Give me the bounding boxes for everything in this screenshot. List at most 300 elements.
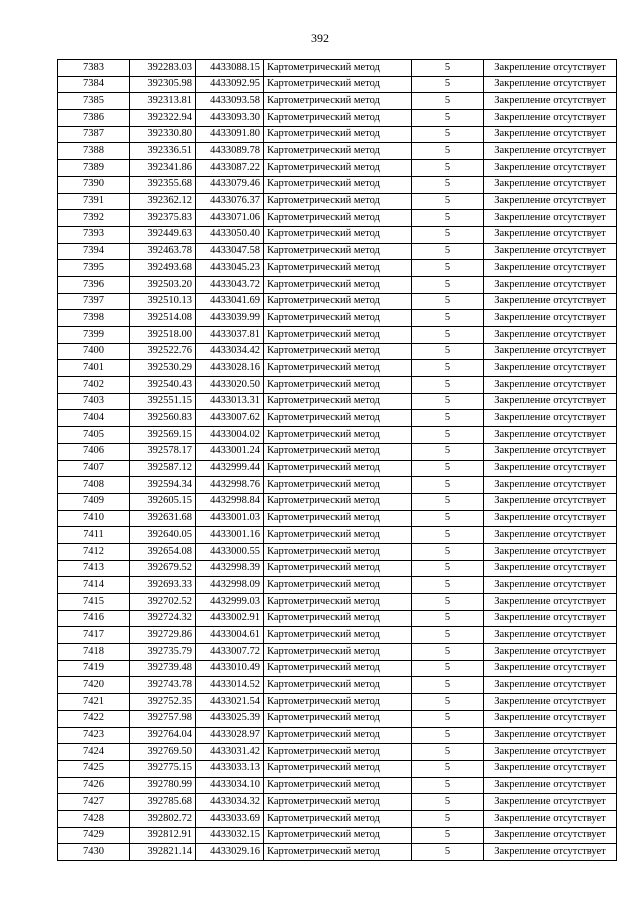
method-cell: Картометрический метод [264, 76, 412, 93]
y-coordinate-cell: 4432998.39 [196, 560, 264, 577]
fixing-cell: Закрепление отсутствует [484, 510, 617, 527]
method-cell: Картометрический метод [264, 560, 412, 577]
x-coordinate-cell: 392578.17 [130, 443, 196, 460]
fixing-cell: Закрепление отсутствует [484, 594, 617, 611]
method-cell: Картометрический метод [264, 193, 412, 210]
table-row [58, 443, 617, 460]
point-number-cell: 7387 [58, 126, 130, 143]
accuracy-cell: 5 [412, 110, 484, 127]
method-cell: Картометрический метод [264, 226, 412, 243]
x-coordinate-cell: 392654.08 [130, 543, 196, 560]
point-number-cell: 7407 [58, 460, 130, 477]
fixing-cell: Закрепление отсутствует [484, 760, 617, 777]
point-number-cell: 7409 [58, 493, 130, 510]
y-coordinate-cell: 4433093.58 [196, 93, 264, 110]
point-number-cell: 7393 [58, 226, 130, 243]
point-number-cell: 7428 [58, 810, 130, 827]
accuracy-cell: 5 [412, 627, 484, 644]
point-number-cell: 7397 [58, 293, 130, 310]
fixing-cell: Закрепление отсутствует [484, 226, 617, 243]
y-coordinate-cell: 4432998.09 [196, 577, 264, 594]
x-coordinate-cell: 392551.15 [130, 393, 196, 410]
method-cell: Картометрический метод [264, 543, 412, 560]
y-coordinate-cell: 4433088.15 [196, 60, 264, 77]
method-cell: Картометрический метод [264, 243, 412, 260]
table-row [58, 460, 617, 477]
y-coordinate-cell: 4432998.84 [196, 493, 264, 510]
x-coordinate-cell: 392522.76 [130, 343, 196, 360]
x-coordinate-cell: 392693.33 [130, 577, 196, 594]
fixing-cell: Закрепление отсутствует [484, 243, 617, 260]
point-number-cell: 7429 [58, 827, 130, 844]
fixing-cell: Закрепление отсутствует [484, 727, 617, 744]
table-row [58, 377, 617, 394]
accuracy-cell: 5 [412, 577, 484, 594]
fixing-cell: Закрепление отсутствует [484, 76, 617, 93]
table-row [58, 210, 617, 227]
y-coordinate-cell: 4433047.58 [196, 243, 264, 260]
point-number-cell: 7396 [58, 276, 130, 293]
method-cell: Картометрический метод [264, 777, 412, 794]
y-coordinate-cell: 4432998.76 [196, 477, 264, 494]
accuracy-cell: 5 [412, 143, 484, 160]
point-number-cell: 7406 [58, 443, 130, 460]
y-coordinate-cell: 4433037.81 [196, 327, 264, 344]
x-coordinate-cell: 392560.83 [130, 410, 196, 427]
point-number-cell: 7425 [58, 760, 130, 777]
method-cell: Картометрический метод [264, 710, 412, 727]
accuracy-cell: 5 [412, 644, 484, 661]
point-number-cell: 7419 [58, 660, 130, 677]
x-coordinate-cell: 392735.79 [130, 644, 196, 661]
fixing-cell: Закрепление отсутствует [484, 310, 617, 327]
table-row [58, 844, 617, 861]
page-number: 392 [311, 31, 329, 45]
table-row [58, 427, 617, 444]
point-number-cell: 7394 [58, 243, 130, 260]
x-coordinate-cell: 392355.68 [130, 176, 196, 193]
y-coordinate-cell: 4433025.39 [196, 710, 264, 727]
method-cell: Картометрический метод [264, 577, 412, 594]
method-cell: Картометрический метод [264, 276, 412, 293]
table-row [58, 410, 617, 427]
method-cell: Картометрический метод [264, 727, 412, 744]
accuracy-cell: 5 [412, 610, 484, 627]
accuracy-cell: 5 [412, 460, 484, 477]
table-row [58, 810, 617, 827]
accuracy-cell: 5 [412, 76, 484, 93]
y-coordinate-cell: 4433028.97 [196, 727, 264, 744]
method-cell: Картометрический метод [264, 293, 412, 310]
fixing-cell: Закрепление отсутствует [484, 560, 617, 577]
fixing-cell: Закрепление отсутствует [484, 377, 617, 394]
method-cell: Картометрический метод [264, 827, 412, 844]
point-number-cell: 7416 [58, 610, 130, 627]
accuracy-cell: 5 [412, 427, 484, 444]
y-coordinate-cell: 4433014.52 [196, 677, 264, 694]
method-cell: Картометрический метод [264, 110, 412, 127]
x-coordinate-cell: 392514.08 [130, 310, 196, 327]
accuracy-cell: 5 [412, 510, 484, 527]
fixing-cell: Закрепление отсутствует [484, 744, 617, 761]
table-row [58, 794, 617, 811]
y-coordinate-cell: 4433010.49 [196, 660, 264, 677]
accuracy-cell: 5 [412, 710, 484, 727]
accuracy-cell: 5 [412, 393, 484, 410]
x-coordinate-cell: 392679.52 [130, 560, 196, 577]
y-coordinate-cell: 4433001.16 [196, 527, 264, 544]
fixing-cell: Закрепление отсутствует [484, 360, 617, 377]
y-coordinate-cell: 4433029.16 [196, 844, 264, 861]
method-cell: Картометрический метод [264, 393, 412, 410]
coordinates-table-body [58, 60, 617, 861]
x-coordinate-cell: 392780.99 [130, 777, 196, 794]
fixing-cell: Закрепление отсутствует [484, 477, 617, 494]
table-row [58, 93, 617, 110]
y-coordinate-cell: 4433034.32 [196, 794, 264, 811]
accuracy-cell: 5 [412, 660, 484, 677]
method-cell: Картометрический метод [264, 360, 412, 377]
accuracy-cell: 5 [412, 493, 484, 510]
accuracy-cell: 5 [412, 343, 484, 360]
fixing-cell: Закрепление отсутствует [484, 527, 617, 544]
table-row [58, 110, 617, 127]
y-coordinate-cell: 4433050.40 [196, 226, 264, 243]
x-coordinate-cell: 392739.48 [130, 660, 196, 677]
table-row [58, 360, 617, 377]
x-coordinate-cell: 392743.78 [130, 677, 196, 694]
x-coordinate-cell: 392283.03 [130, 60, 196, 77]
point-number-cell: 7426 [58, 777, 130, 794]
fixing-cell: Закрепление отсутствует [484, 443, 617, 460]
accuracy-cell: 5 [412, 226, 484, 243]
table-row [58, 660, 617, 677]
x-coordinate-cell: 392802.72 [130, 810, 196, 827]
fixing-cell: Закрепление отсутствует [484, 810, 617, 827]
method-cell: Картометрический метод [264, 410, 412, 427]
x-coordinate-cell: 392362.12 [130, 193, 196, 210]
point-number-cell: 7404 [58, 410, 130, 427]
method-cell: Картометрический метод [264, 260, 412, 277]
accuracy-cell: 5 [412, 844, 484, 861]
fixing-cell: Закрепление отсутствует [484, 543, 617, 560]
x-coordinate-cell: 392330.80 [130, 126, 196, 143]
y-coordinate-cell: 4433091.80 [196, 126, 264, 143]
table-row [58, 727, 617, 744]
method-cell: Картометрический метод [264, 477, 412, 494]
method-cell: Картометрический метод [264, 126, 412, 143]
accuracy-cell: 5 [412, 193, 484, 210]
accuracy-cell: 5 [412, 727, 484, 744]
y-coordinate-cell: 4433079.46 [196, 176, 264, 193]
fixing-cell: Закрепление отсутствует [484, 660, 617, 677]
method-cell: Картометрический метод [264, 93, 412, 110]
fixing-cell: Закрепление отсутствует [484, 710, 617, 727]
table-row [58, 160, 617, 177]
fixing-cell: Закрепление отсутствует [484, 110, 617, 127]
method-cell: Картометрический метод [264, 694, 412, 711]
x-coordinate-cell: 392322.94 [130, 110, 196, 127]
point-number-cell: 7391 [58, 193, 130, 210]
accuracy-cell: 5 [412, 744, 484, 761]
x-coordinate-cell: 392775.15 [130, 760, 196, 777]
fixing-cell: Закрепление отсутствует [484, 260, 617, 277]
accuracy-cell: 5 [412, 794, 484, 811]
table-row [58, 760, 617, 777]
accuracy-cell: 5 [412, 677, 484, 694]
x-coordinate-cell: 392821.14 [130, 844, 196, 861]
table-row [58, 327, 617, 344]
y-coordinate-cell: 4433071.06 [196, 210, 264, 227]
x-coordinate-cell: 392569.15 [130, 427, 196, 444]
accuracy-cell: 5 [412, 60, 484, 77]
point-number-cell: 7421 [58, 694, 130, 711]
method-cell: Картометрический метод [264, 527, 412, 544]
accuracy-cell: 5 [412, 594, 484, 611]
y-coordinate-cell: 4433001.03 [196, 510, 264, 527]
accuracy-cell: 5 [412, 443, 484, 460]
accuracy-cell: 5 [412, 827, 484, 844]
fixing-cell: Закрепление отсутствует [484, 577, 617, 594]
x-coordinate-cell: 392375.83 [130, 210, 196, 227]
table-row [58, 76, 617, 93]
table-row [58, 527, 617, 544]
x-coordinate-cell: 392341.86 [130, 160, 196, 177]
point-number-cell: 7400 [58, 343, 130, 360]
y-coordinate-cell: 4433092.95 [196, 76, 264, 93]
accuracy-cell: 5 [412, 560, 484, 577]
y-coordinate-cell: 4433093.30 [196, 110, 264, 127]
accuracy-cell: 5 [412, 327, 484, 344]
table-row [58, 577, 617, 594]
y-coordinate-cell: 4432999.44 [196, 460, 264, 477]
table-row [58, 644, 617, 661]
fixing-cell: Закрепление отсутствует [484, 176, 617, 193]
y-coordinate-cell: 4433028.16 [196, 360, 264, 377]
y-coordinate-cell: 4433076.37 [196, 193, 264, 210]
accuracy-cell: 5 [412, 210, 484, 227]
method-cell: Картометрический метод [264, 677, 412, 694]
x-coordinate-cell: 392463.78 [130, 243, 196, 260]
method-cell: Картометрический метод [264, 327, 412, 344]
accuracy-cell: 5 [412, 260, 484, 277]
accuracy-cell: 5 [412, 477, 484, 494]
y-coordinate-cell: 4433043.72 [196, 276, 264, 293]
accuracy-cell: 5 [412, 93, 484, 110]
x-coordinate-cell: 392336.51 [130, 143, 196, 160]
table-row [58, 310, 617, 327]
y-coordinate-cell: 4433033.13 [196, 760, 264, 777]
x-coordinate-cell: 392503.20 [130, 276, 196, 293]
fixing-cell: Закрепление отсутствует [484, 327, 617, 344]
fixing-cell: Закрепление отсутствует [484, 143, 617, 160]
method-cell: Картометрический метод [264, 644, 412, 661]
accuracy-cell: 5 [412, 243, 484, 260]
table-row [58, 126, 617, 143]
y-coordinate-cell: 4433013.31 [196, 393, 264, 410]
fixing-cell: Закрепление отсутствует [484, 160, 617, 177]
y-coordinate-cell: 4432999.03 [196, 594, 264, 611]
table-row [58, 827, 617, 844]
fixing-cell: Закрепление отсутствует [484, 694, 617, 711]
x-coordinate-cell: 392729.86 [130, 627, 196, 644]
fixing-cell: Закрепление отсутствует [484, 193, 617, 210]
y-coordinate-cell: 4433004.61 [196, 627, 264, 644]
coordinates-table [57, 59, 617, 861]
y-coordinate-cell: 4433034.10 [196, 777, 264, 794]
x-coordinate-cell: 392510.13 [130, 293, 196, 310]
fixing-cell: Закрепление отсутствует [484, 493, 617, 510]
accuracy-cell: 5 [412, 543, 484, 560]
method-cell: Картометрический метод [264, 427, 412, 444]
x-coordinate-cell: 392518.00 [130, 327, 196, 344]
point-number-cell: 7386 [58, 110, 130, 127]
y-coordinate-cell: 4433033.69 [196, 810, 264, 827]
y-coordinate-cell: 4433004.02 [196, 427, 264, 444]
point-number-cell: 7395 [58, 260, 130, 277]
y-coordinate-cell: 4433007.72 [196, 644, 264, 661]
accuracy-cell: 5 [412, 410, 484, 427]
accuracy-cell: 5 [412, 760, 484, 777]
point-number-cell: 7405 [58, 427, 130, 444]
y-coordinate-cell: 4433020.50 [196, 377, 264, 394]
fixing-cell: Закрепление отсутствует [484, 60, 617, 77]
y-coordinate-cell: 4433089.78 [196, 143, 264, 160]
fixing-cell: Закрепление отсутствует [484, 393, 617, 410]
method-cell: Картометрический метод [264, 627, 412, 644]
y-coordinate-cell: 4433087.22 [196, 160, 264, 177]
x-coordinate-cell: 392812.91 [130, 827, 196, 844]
fixing-cell: Закрепление отсутствует [484, 427, 617, 444]
table-row [58, 744, 617, 761]
table-row [58, 276, 617, 293]
y-coordinate-cell: 4433034.42 [196, 343, 264, 360]
method-cell: Картометрический метод [264, 343, 412, 360]
accuracy-cell: 5 [412, 160, 484, 177]
method-cell: Картометрический метод [264, 460, 412, 477]
method-cell: Картометрический метод [264, 844, 412, 861]
y-coordinate-cell: 4433045.23 [196, 260, 264, 277]
x-coordinate-cell: 392785.68 [130, 794, 196, 811]
table-row [58, 694, 617, 711]
x-coordinate-cell: 392587.12 [130, 460, 196, 477]
x-coordinate-cell: 392605.15 [130, 493, 196, 510]
table-row [58, 594, 617, 611]
point-number-cell: 7384 [58, 76, 130, 93]
table-row [58, 543, 617, 560]
accuracy-cell: 5 [412, 777, 484, 794]
point-number-cell: 7399 [58, 327, 130, 344]
x-coordinate-cell: 392764.04 [130, 727, 196, 744]
accuracy-cell: 5 [412, 527, 484, 544]
point-number-cell: 7390 [58, 176, 130, 193]
method-cell: Картометрический метод [264, 610, 412, 627]
point-number-cell: 7398 [58, 310, 130, 327]
x-coordinate-cell: 392757.98 [130, 710, 196, 727]
fixing-cell: Закрепление отсутствует [484, 410, 617, 427]
table-row [58, 176, 617, 193]
accuracy-cell: 5 [412, 694, 484, 711]
point-number-cell: 7418 [58, 644, 130, 661]
x-coordinate-cell: 392724.32 [130, 610, 196, 627]
table-row [58, 627, 617, 644]
x-coordinate-cell: 392594.34 [130, 477, 196, 494]
x-coordinate-cell: 392752.35 [130, 694, 196, 711]
accuracy-cell: 5 [412, 310, 484, 327]
fixing-cell: Закрепление отсутствует [484, 827, 617, 844]
method-cell: Картометрический метод [264, 143, 412, 160]
x-coordinate-cell: 392640.05 [130, 527, 196, 544]
fixing-cell: Закрепление отсутствует [484, 794, 617, 811]
x-coordinate-cell: 392540.43 [130, 377, 196, 394]
accuracy-cell: 5 [412, 126, 484, 143]
x-coordinate-cell: 392313.81 [130, 93, 196, 110]
accuracy-cell: 5 [412, 293, 484, 310]
fixing-cell: Закрепление отсутствует [484, 627, 617, 644]
fixing-cell: Закрепление отсутствует [484, 126, 617, 143]
accuracy-cell: 5 [412, 377, 484, 394]
method-cell: Картометрический метод [264, 794, 412, 811]
point-number-cell: 7410 [58, 510, 130, 527]
point-number-cell: 7392 [58, 210, 130, 227]
table-row [58, 510, 617, 527]
point-number-cell: 7423 [58, 727, 130, 744]
x-coordinate-cell: 392631.68 [130, 510, 196, 527]
method-cell: Картометрический метод [264, 493, 412, 510]
method-cell: Картометрический метод [264, 176, 412, 193]
point-number-cell: 7403 [58, 393, 130, 410]
table-row [58, 560, 617, 577]
x-coordinate-cell: 392493.68 [130, 260, 196, 277]
table-row [58, 293, 617, 310]
fixing-cell: Закрепление отсутствует [484, 93, 617, 110]
y-coordinate-cell: 4433000.55 [196, 543, 264, 560]
point-number-cell: 7408 [58, 477, 130, 494]
y-coordinate-cell: 4433041.69 [196, 293, 264, 310]
point-number-cell: 7389 [58, 160, 130, 177]
x-coordinate-cell: 392305.98 [130, 76, 196, 93]
table-row [58, 226, 617, 243]
table-row [58, 60, 617, 77]
table-row [58, 260, 617, 277]
point-number-cell: 7388 [58, 143, 130, 160]
point-number-cell: 7412 [58, 543, 130, 560]
fixing-cell: Закрепление отсутствует [484, 844, 617, 861]
x-coordinate-cell: 392449.63 [130, 226, 196, 243]
table-row [58, 143, 617, 160]
point-number-cell: 7383 [58, 60, 130, 77]
fixing-cell: Закрепление отсутствует [484, 460, 617, 477]
point-number-cell: 7402 [58, 377, 130, 394]
accuracy-cell: 5 [412, 360, 484, 377]
accuracy-cell: 5 [412, 176, 484, 193]
point-number-cell: 7411 [58, 527, 130, 544]
fixing-cell: Закрепление отсутствует [484, 210, 617, 227]
method-cell: Картометрический метод [264, 810, 412, 827]
y-coordinate-cell: 4433002.91 [196, 610, 264, 627]
point-number-cell: 7417 [58, 627, 130, 644]
x-coordinate-cell: 392702.52 [130, 594, 196, 611]
table-row [58, 477, 617, 494]
method-cell: Картометрический метод [264, 760, 412, 777]
fixing-cell: Закрепление отсутствует [484, 276, 617, 293]
point-number-cell: 7401 [58, 360, 130, 377]
point-number-cell: 7413 [58, 560, 130, 577]
method-cell: Картометрический метод [264, 594, 412, 611]
table-row [58, 777, 617, 794]
table-row [58, 193, 617, 210]
point-number-cell: 7385 [58, 93, 130, 110]
